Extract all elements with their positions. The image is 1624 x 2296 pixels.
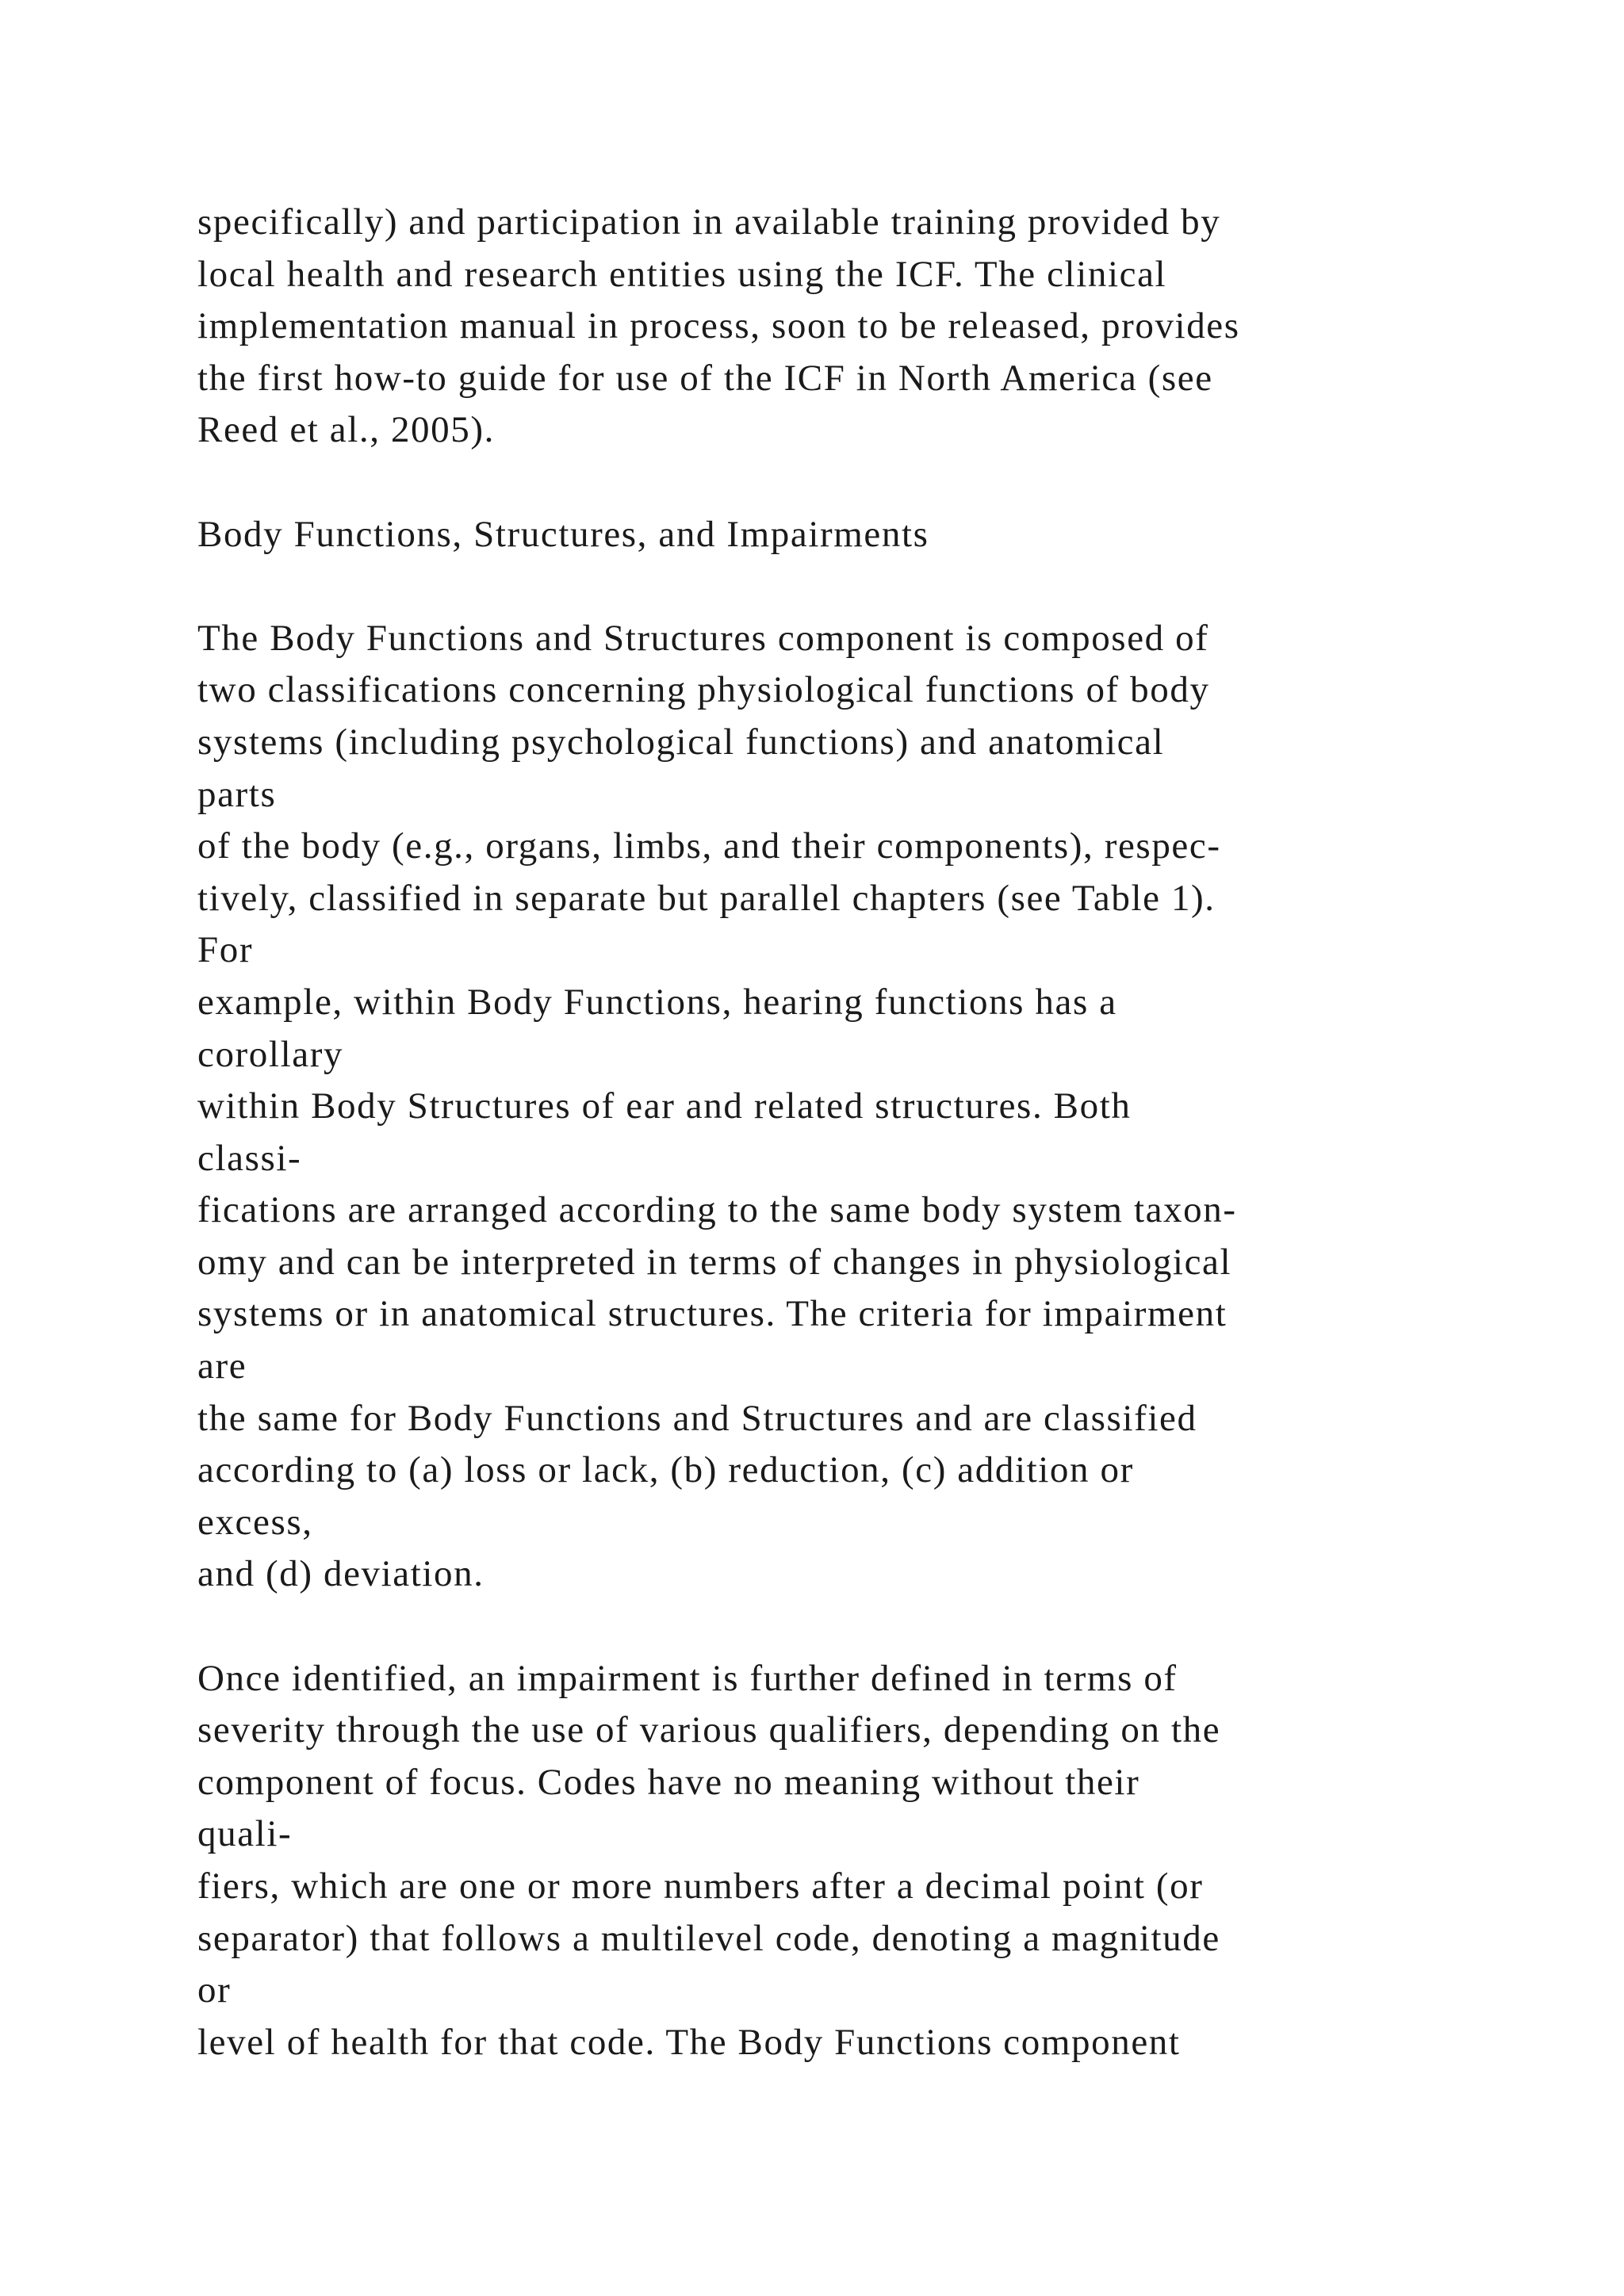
text-line: excess, — [197, 1501, 313, 1543]
text-line: systems or in anatomical structures. The criteria for impairment — [197, 1293, 1228, 1335]
text-line: of the body (e.g., organs, limbs, and their components), respec- — [197, 825, 1221, 867]
paragraph-spacer — [197, 1601, 1593, 1653]
text-line: omy and can be interpreted in terms of changes in physiological — [197, 1241, 1232, 1283]
text-line: classi- — [197, 1137, 302, 1179]
text-line: separator) that follows a multilevel code, denoting a magnitude — [197, 1917, 1220, 1959]
section-heading: Body Functions, Structures, and Impairments — [197, 513, 929, 555]
text-line: fiers, which are one or more numbers after a decimal point (or — [197, 1866, 1204, 1907]
text-line: component of focus. Codes have no meaning without their — [197, 1761, 1140, 1803]
document-body — [197, 197, 1593, 2068]
paragraph-body-functions — [197, 613, 1593, 1601]
text-line: The Body Functions and Structures component is composed of — [197, 617, 1209, 659]
text-line: are — [197, 1345, 247, 1387]
text-line: parts — [197, 773, 277, 815]
text-line: For — [197, 929, 254, 971]
text-line: quali- — [197, 1813, 293, 1855]
text-line: fications are arranged according to the same body system taxon- — [197, 1189, 1237, 1231]
text-line: according to (a) loss or lack, (b) reduction, (c) addition or — [197, 1449, 1134, 1491]
text-line: severity through the use of various qualifiers, depending on the — [197, 1709, 1221, 1751]
text-line: level of health for that code. The Body Functions component — [197, 2021, 1181, 2063]
text-line: Reed et al., 2005). — [197, 409, 495, 451]
text-line: specifically) and participation in available training provided by — [197, 201, 1221, 243]
paragraph-intro — [197, 197, 1593, 457]
text-line: Once identified, an impairment is further defined in terms of — [197, 1657, 1178, 1699]
text-line: and (d) deviation. — [197, 1553, 485, 1595]
text-line: systems (including psychological functions) and anatomical — [197, 721, 1165, 763]
text-line: the first how-to guide for use of the ICF in North America (see — [197, 357, 1213, 399]
text-line: example, within Body Functions, hearing functions has a — [197, 981, 1117, 1023]
text-line: implementation manual in process, soon to be released, provides — [197, 305, 1240, 347]
paragraph-qualifiers — [197, 1653, 1593, 2069]
text-line: two classifications concerning physiological functions of body — [197, 669, 1210, 711]
text-line: tively, classified in separate but parallel chapters (see Table 1). — [197, 877, 1216, 919]
text-line: within Body Structures of ear and related structures. Both — [197, 1085, 1132, 1127]
paragraph-spacer — [197, 457, 1593, 509]
text-line: local health and research entities using the ICF. The clinical — [197, 253, 1167, 295]
text-line: or — [197, 1969, 232, 2011]
text-line: the same for Body Functions and Structures and are classified — [197, 1397, 1197, 1439]
text-line: corollary — [197, 1033, 344, 1075]
paragraph-spacer — [197, 561, 1593, 613]
